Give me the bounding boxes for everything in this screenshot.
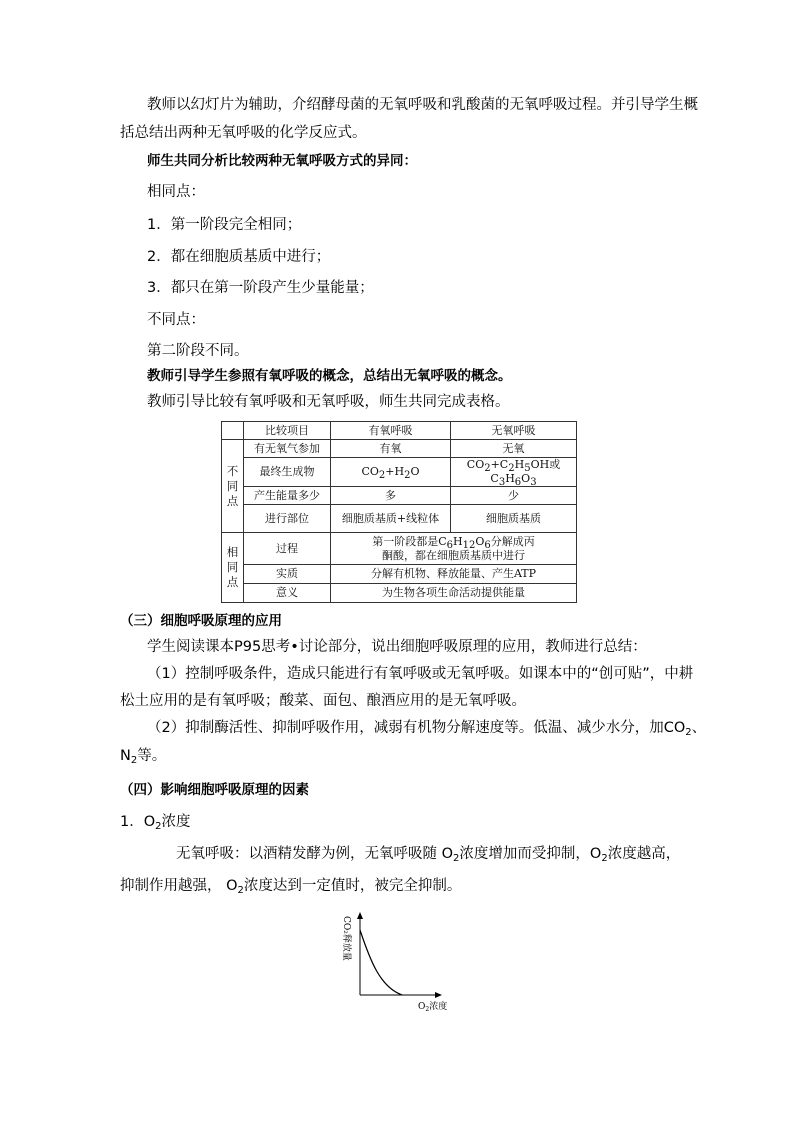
table-row [222, 584, 577, 603]
table-cell: 实质 [244, 565, 331, 584]
table-row [222, 533, 577, 565]
diff-text: 第二阶段不同。 [147, 343, 249, 359]
group-same-label: 相同点 [222, 533, 244, 603]
same-label: 相同点： [147, 184, 205, 200]
section-4-p2: 抑制作用越强， $O_2$浓度达到一定值时，被完全抑制。 [120, 878, 462, 896]
graph-y-arrow [357, 912, 363, 919]
table-cell: 为生物各项生命活动提供能量 [331, 584, 577, 603]
table-cell-anaerobic-product: $CO_2+C_2H_5OH$或$C_3H_6O_3$ [451, 458, 577, 487]
table-header-anaerobic: 无氧呼吸 [451, 422, 577, 440]
table-row [222, 505, 577, 533]
table-cell: 意义 [244, 584, 331, 603]
concept-guide: 教师引导学生参照有氧呼吸的概念，总结出无氧呼吸的概念。 [147, 368, 512, 384]
group-diff-label: 不同点 [222, 440, 244, 533]
table-cell: 有无氧气参加 [244, 440, 331, 458]
table-cell: 无氧 [451, 440, 577, 458]
table-cell-process: 第一阶段都是$C_6H_{12}O_6$分解成丙 酮酸，都在细胞质基质中进行 [331, 533, 577, 565]
section-3-p3-line2: $N_2$等。 [120, 748, 167, 766]
table-cell: 产生能量多少 [244, 487, 331, 505]
table-cell: 细胞质基质+线粒体 [331, 505, 451, 533]
graph-x-arrow [435, 992, 442, 998]
section-4-p1: 无氧呼吸：以酒精发酵为例，无氧呼吸随 $O_2$浓度增加而受抑制，$O_2$浓度越高， [176, 846, 681, 864]
section-3-p1: 学生阅读课本P95思考•讨论部分，说出细胞呼吸原理的应用，教师进行总结： [147, 639, 647, 655]
section-4-sub-1: 1．$O_2$浓度 [120, 814, 191, 832]
section-4-heading: （四）影响细胞呼吸原理的因素 [120, 782, 309, 798]
graph-curve [360, 930, 402, 995]
graph-x-label: $O_2$浓度 [418, 1002, 448, 1013]
same-item-1: 1．第一阶段完全相同； [147, 217, 302, 233]
section-3-heading: （三）细胞呼吸原理的应用 [120, 613, 282, 629]
table-cell: 多 [331, 487, 451, 505]
table-corner-cell [222, 422, 244, 440]
diff-label: 不同点： [147, 312, 205, 328]
section-3-p2-line1: （1）控制呼吸条件，造成只能进行有氧呼吸或无氧呼吸。如课本中的“创可贴”，中耕 [147, 666, 694, 682]
intro-line-2: 括总结出两种无氧呼吸的化学反应式。 [120, 125, 367, 141]
table-header-aerobic: 有氧呼吸 [331, 422, 451, 440]
same-item-2: 2．都在细胞质基质中进行； [147, 249, 331, 265]
same-item-3: 3．都只在第一阶段产生少量能量； [147, 280, 374, 296]
table-cell: 有氧 [331, 440, 451, 458]
table-intro: 教师引导比较有氧呼吸和无氧呼吸，师生共同完成表格。 [147, 394, 510, 410]
table-row [222, 487, 577, 505]
table-cell-aerobic-product: $CO_2+H_2O$ [331, 458, 451, 487]
table-cell: 细胞质基质 [451, 505, 577, 533]
section-3-p3-line1: （2）抑制酶活性、抑制呼吸作用，减弱有机物分解速度等。低温、减少水分，加$CO_2$、 [147, 720, 707, 738]
graph-y-label: CO₂释放量 [341, 916, 351, 961]
table-cell: 过程 [244, 533, 331, 565]
table-cell: 进行部位 [244, 505, 331, 533]
table-cell: 分解有机物、释放能量、产生ATP [331, 565, 577, 584]
table-row [222, 458, 577, 487]
table-header-item: 比较项目 [244, 422, 331, 440]
table-row [222, 440, 577, 458]
table-row [222, 565, 577, 584]
table-cell: 最终生成物 [244, 458, 331, 487]
comparison-table [221, 421, 577, 603]
compare-heading: 师生共同分析比较两种无氧呼吸方式的异同： [147, 153, 417, 169]
intro-line-1: 教师以幻灯片为辅助，介绍酵母菌的无氧呼吸和乳酸菌的无氧呼吸过程。并引导学生概 [147, 97, 698, 113]
table-header-row [222, 422, 577, 440]
section-3-p2-line2: 松土应用的是有氧呼吸；酸菜、面包、酿酒应用的是无氧呼吸。 [120, 693, 526, 709]
o2-concentration-graph [338, 908, 458, 1018]
table-cell: 少 [451, 487, 577, 505]
